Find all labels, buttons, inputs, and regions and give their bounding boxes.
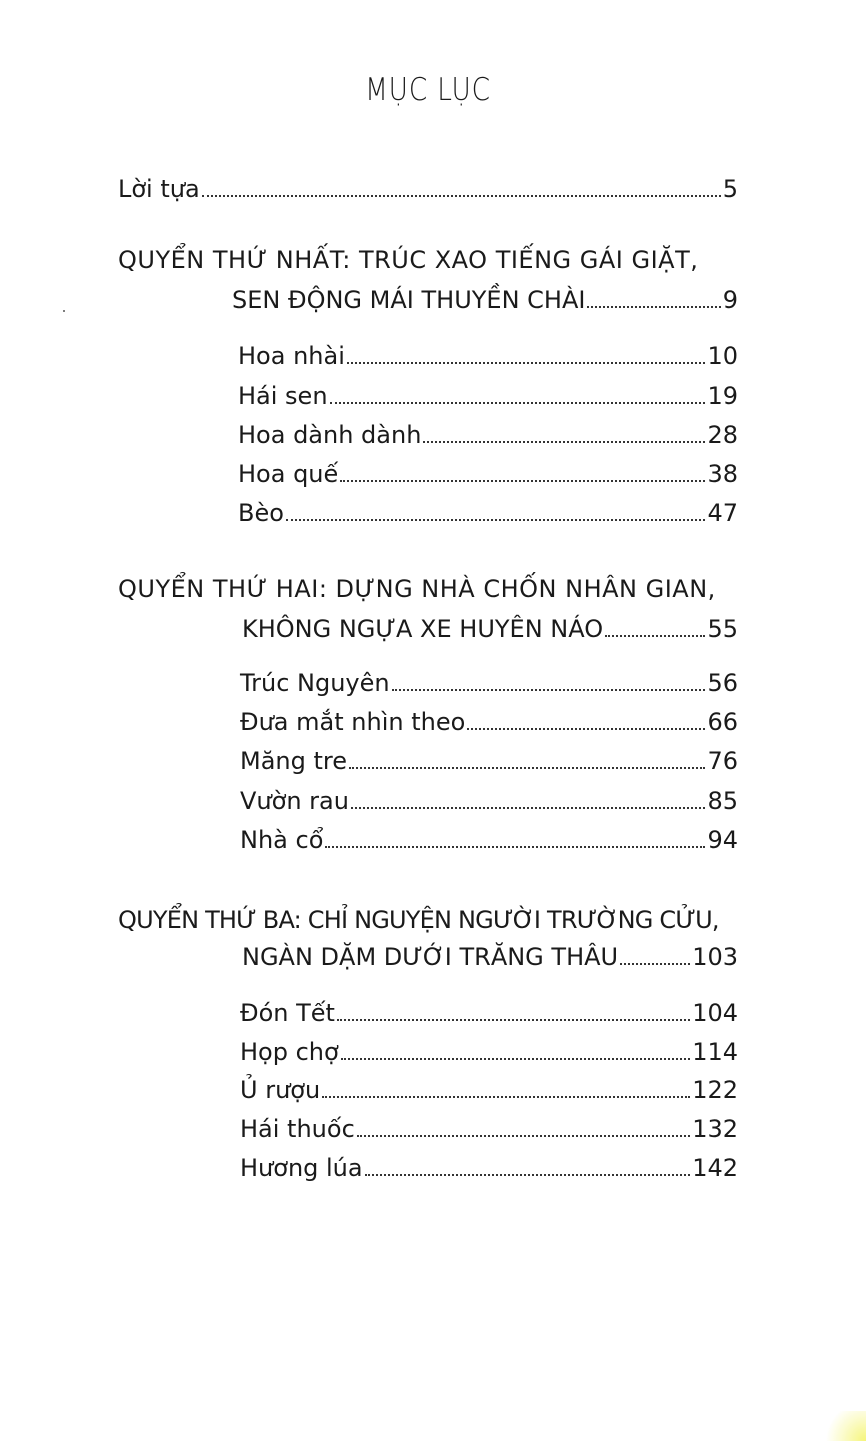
dot-leader [337,1018,690,1021]
dot-leader [423,440,705,443]
entry-label: Lời tựa [118,175,200,203]
entry-page: 9 [722,286,738,314]
dot-leader [322,1095,690,1098]
dot-leader [620,962,690,965]
entry-page: 122 [692,1076,738,1104]
dot-leader [467,727,705,730]
entry-page: 28 [707,421,738,449]
part-1-title-line2: SEN ĐỘNG MÁI THUYỀN CHÀI [232,286,586,314]
toc-entry-chapter[interactable] [240,996,738,1030]
part-1-title-line1: QUYỂN THỨ NHẤT: TRÚC XAO TIẾNG GÁI GIẶT, [118,246,699,274]
page-title: MỤC LỤC [365,72,491,108]
entry-page: 103 [692,943,738,971]
toc-entry-chapter[interactable] [238,457,738,491]
dot-leader [365,1173,691,1176]
entry-label: Hương lúa [240,1154,363,1182]
entry-label: Nhà cổ [240,826,324,854]
dot-leader [330,401,706,404]
entry-label: Hoa nhài [238,342,345,370]
entry-label: Hái sen [238,382,328,410]
toc-entry-chapter[interactable] [240,1151,738,1185]
toc-entry-chapter[interactable] [238,379,738,413]
dot-leader [347,361,706,364]
toc-entry-chapter[interactable] [240,705,738,739]
toc-entry-chapter[interactable] [240,666,738,700]
dot-leader [340,479,705,482]
dot-leader [605,634,705,637]
entry-page: 47 [707,499,738,527]
entry-label: Vườn rau [240,787,349,815]
entry-page: 76 [707,747,738,775]
toc-entry-chapter[interactable] [238,418,738,452]
entry-label: Bèo [238,499,284,527]
entry-label: Ủ rượu [240,1076,321,1104]
dot-leader [202,194,721,197]
entry-page: 38 [707,460,738,488]
dot-leader [357,1134,690,1137]
entry-page: 5 [722,175,738,203]
entry-label: Trúc Nguyên [240,669,390,697]
entry-page: 66 [707,708,738,736]
entry-label: Hoa quế [238,460,339,488]
entry-page: 132 [692,1115,738,1143]
dot-leader [349,766,705,769]
toc-entry-part-2[interactable] [242,612,738,646]
entry-page: 55 [707,615,738,643]
toc-entry-part-3[interactable] [242,940,738,974]
scan-highlight-artifact [826,1411,866,1441]
entry-page: 85 [707,787,738,815]
toc-entry-chapter[interactable] [240,1035,738,1069]
entry-page: 94 [707,826,738,854]
toc-entry-preface[interactable] [118,172,738,206]
entry-label: Hái thuốc [240,1115,355,1143]
dot-leader [286,518,706,521]
toc-entry-chapter[interactable] [240,744,738,778]
entry-label: Đưa mắt nhìn theo [240,708,466,736]
entry-label: Họp chợ [240,1038,339,1066]
entry-page: 10 [707,342,738,370]
entry-page: 19 [707,382,738,410]
part-2-title-line1: QUYỂN THỨ HAI: DỰNG NHÀ CHỐN NHÂN GIAN, [118,575,716,603]
entry-page: 56 [707,669,738,697]
entry-page: 114 [692,1038,738,1066]
toc-entry-chapter[interactable] [240,1073,738,1107]
part-3-title-line1: QUYỂN THỨ BA: CHỈ NGUYỆN NGƯỜI TRƯỜNG CỬU, [118,906,719,934]
entry-label: Đón Tết [240,999,335,1027]
dot-leader [587,305,720,308]
scan-speck [63,310,65,312]
entry-page: 104 [692,999,738,1027]
dot-leader [341,1057,691,1060]
part-3-title-line2: NGÀN DẶM DƯỚI TRĂNG THÂU [242,943,619,971]
dot-leader [351,806,706,809]
dot-leader [392,688,706,691]
entry-page: 142 [692,1154,738,1182]
entry-label: Hoa dành dành [238,421,422,449]
toc-entry-chapter[interactable] [240,823,738,857]
toc-entry-chapter[interactable] [240,784,738,818]
part-2-title-line2: KHÔNG NGỰA XE HUYÊN NÁO [242,615,604,643]
entry-label: Măng tre [240,747,348,775]
toc-entry-chapter[interactable] [240,1112,738,1146]
toc-entry-part-1[interactable] [232,283,738,317]
dot-leader [325,845,705,848]
toc-entry-chapter[interactable] [238,496,738,530]
toc-entry-chapter[interactable] [238,339,738,373]
